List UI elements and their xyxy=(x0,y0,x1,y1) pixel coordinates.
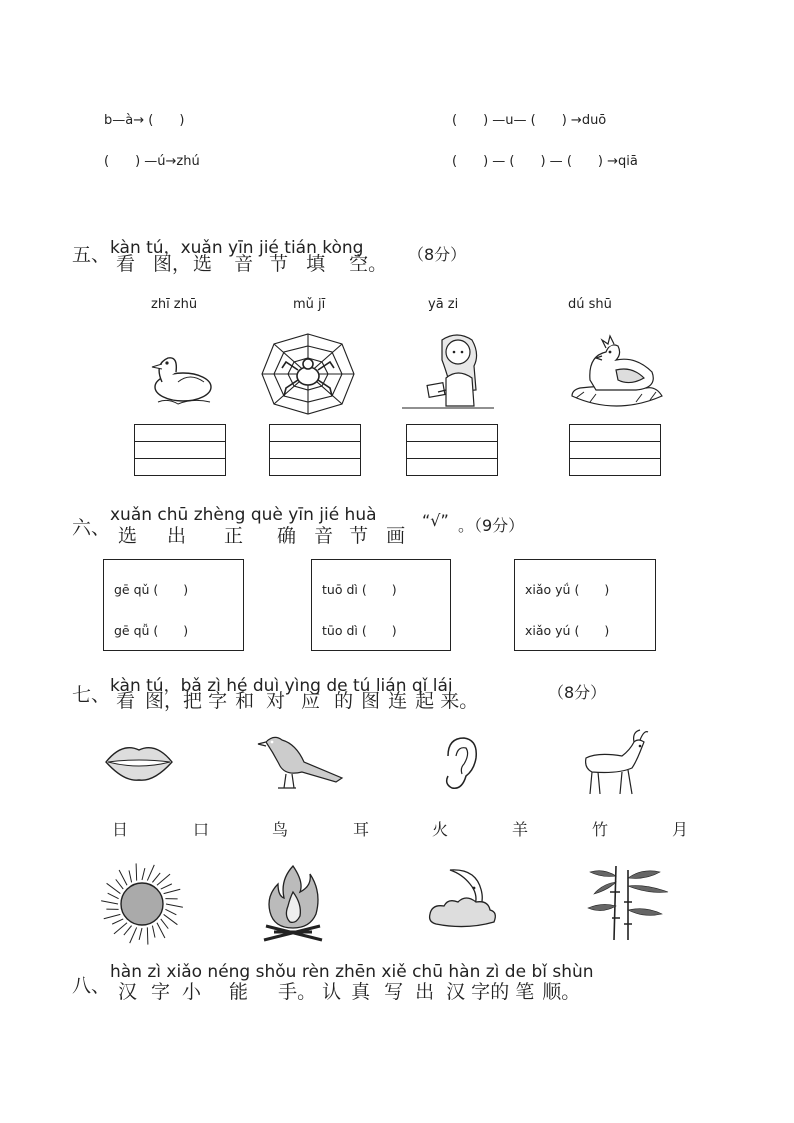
section6-char: 画 xyxy=(386,525,406,547)
section8-number: 八、 xyxy=(72,975,111,997)
writing-grid[interactable] xyxy=(406,424,498,476)
girl-reading-icon xyxy=(402,330,494,412)
spider-web-icon xyxy=(260,332,356,416)
section5-char: ， xyxy=(172,253,192,275)
sun-ray xyxy=(147,927,148,944)
section8-char: 能 xyxy=(229,981,249,1003)
sun-ray xyxy=(124,926,132,935)
spelling-row2-left: ( ) —ú→zhú xyxy=(104,154,200,169)
section7-char: 来 xyxy=(440,690,460,712)
sun-ray xyxy=(157,923,165,938)
section8-pinyin: hàn zì xiǎo néng shǒu rèn zhēn xiě chū hàn zì de bǐ shùn xyxy=(110,962,594,982)
sun-ray xyxy=(104,914,121,918)
choice-box xyxy=(103,559,244,651)
section6-score: 。（9分） xyxy=(458,516,525,535)
section7-char: 的 xyxy=(334,690,354,712)
section6-number: 六、 xyxy=(72,517,111,539)
section5-pinyin: kàn tú，xuǎn yīn jié tián kòng xyxy=(110,238,364,258)
label-dushu: dú shū xyxy=(568,297,612,312)
bamboo-icon xyxy=(584,862,676,940)
section5-char: 看 xyxy=(116,253,136,275)
section5-char: 节 xyxy=(269,253,289,275)
spelling-row2-right: ( ) — ( ) — ( ) →qiā xyxy=(452,154,638,169)
sun-ray xyxy=(130,927,137,943)
duck-icon xyxy=(148,342,218,412)
section5-score: （8分） xyxy=(408,245,467,264)
choice-option[interactable]: tuō dì ( ) xyxy=(322,582,397,597)
section8-char: 真 xyxy=(351,981,371,1003)
sun-ray xyxy=(152,873,160,882)
section7-pinyin: kàn tú，bǎ zì hé duì yìng de tú lián qǐ lái xyxy=(110,676,453,696)
label-yazi: yā zi xyxy=(428,297,459,312)
hen-icon xyxy=(566,326,666,414)
section5-title xyxy=(116,249,387,276)
choice-option[interactable]: tūo dì ( ) xyxy=(322,623,397,638)
section5-char: 图 xyxy=(153,253,173,275)
section5-char: 音 xyxy=(234,253,254,275)
character-kou[interactable]: 口 xyxy=(193,820,210,839)
section6-char: 出 xyxy=(167,525,187,547)
section5-char: 填 xyxy=(306,253,326,275)
section8-char: 汉 xyxy=(118,981,138,1003)
sun-ray xyxy=(108,893,119,898)
sun-ray xyxy=(164,914,178,924)
section7-char: 应 xyxy=(301,690,321,712)
section8-char: 写 xyxy=(384,981,404,1003)
mouth-icon xyxy=(104,740,174,784)
character-yue[interactable]: 月 xyxy=(672,820,689,839)
sun-ray xyxy=(101,901,118,904)
sun-ray xyxy=(116,879,123,889)
sun-ray xyxy=(139,928,142,940)
section8-char: 认 xyxy=(322,981,342,1003)
section7-char: 看 xyxy=(116,690,136,712)
section7-char: 图 xyxy=(361,690,381,712)
moon-icon xyxy=(426,864,502,934)
character-zhu[interactable]: 竹 xyxy=(592,820,609,839)
section6-title xyxy=(118,521,405,548)
spelling-row1-right: ( ) —u— ( ) →duō xyxy=(452,113,607,128)
sun-ray xyxy=(152,926,155,938)
sun-ray xyxy=(107,883,121,893)
section6-check-mark: “√” xyxy=(422,511,449,530)
sun-ray xyxy=(161,919,168,929)
section7-char: 字 xyxy=(208,690,228,712)
section7-char: 连 xyxy=(388,690,408,712)
sun-ray xyxy=(114,923,127,934)
sun-ray xyxy=(119,870,127,885)
section6-char: 正 xyxy=(224,525,244,547)
section6-char: 选 xyxy=(118,525,138,547)
ear-icon xyxy=(440,736,480,792)
writing-grid[interactable] xyxy=(569,424,661,476)
choice-option[interactable]: xiǎo yú ( ) xyxy=(525,623,610,638)
section7-char: 图 xyxy=(145,690,165,712)
section8-char: 手 xyxy=(278,981,298,1003)
section6-char: 确 xyxy=(277,525,297,547)
section8-char: 。 xyxy=(561,981,581,1003)
section6-pinyin: xuǎn chū zhèng què yīn jié huà xyxy=(110,505,377,525)
section7-number: 七、 xyxy=(72,684,111,706)
section5-char: 选 xyxy=(193,253,213,275)
sun-ray xyxy=(129,870,132,882)
section8-char: 字 xyxy=(471,981,491,1003)
section7-char: 对 xyxy=(266,690,286,712)
sun-ray xyxy=(136,863,137,880)
character-huo[interactable]: 火 xyxy=(432,820,449,839)
character-yang[interactable]: 羊 xyxy=(512,820,529,839)
section7-title xyxy=(116,686,478,713)
section8-char: 出 xyxy=(415,981,435,1003)
character-er[interactable]: 耳 xyxy=(353,820,370,839)
section5-char: 。 xyxy=(368,253,388,275)
choice-option[interactable]: gē qǚ ( ) xyxy=(114,623,189,638)
sun-ray xyxy=(112,919,123,924)
section8-char: 笔 xyxy=(515,981,535,1003)
sun-ray xyxy=(161,884,172,889)
bird-icon xyxy=(256,730,346,794)
choice-box xyxy=(311,559,451,651)
sun-ray xyxy=(164,889,181,893)
spelling-row1-left: b—à→ ( ) xyxy=(104,113,185,128)
goat-icon xyxy=(578,728,650,800)
label-muji: mǔ jī xyxy=(293,297,326,312)
sun-ray xyxy=(147,865,154,881)
writing-grid[interactable] xyxy=(269,424,361,476)
choice-option[interactable]: xiǎo yǘ ( ) xyxy=(525,582,610,597)
section5-char: 空 xyxy=(349,253,369,275)
section8-char: 。 xyxy=(297,981,317,1003)
section7-char: 。 xyxy=(459,690,479,712)
section7-char: ， xyxy=(164,690,184,712)
sun-ray xyxy=(157,874,170,885)
section7-char: 起 xyxy=(415,690,435,712)
section8-char: 小 xyxy=(182,981,202,1003)
section8-char: 的 xyxy=(490,981,510,1003)
sun-ray xyxy=(166,904,183,907)
label-zhizhu: zhī zhū xyxy=(151,297,198,312)
sun-icon xyxy=(100,862,184,946)
writing-grid[interactable] xyxy=(134,424,226,476)
section7-char: 和 xyxy=(235,690,255,712)
section8-char: 汉 xyxy=(446,981,466,1003)
section8-title xyxy=(118,977,580,1004)
character-ri[interactable]: 日 xyxy=(112,820,129,839)
fire-icon xyxy=(260,862,326,942)
section8-char: 字 xyxy=(151,981,171,1003)
section8-char: 顺 xyxy=(542,981,562,1003)
section5-number: 五、 xyxy=(72,244,111,266)
section6-char: 节 xyxy=(349,525,369,547)
section7-score: （8分） xyxy=(548,683,607,702)
choice-box xyxy=(514,559,656,651)
character-niao[interactable]: 鸟 xyxy=(272,820,289,839)
section7-char: 把 xyxy=(183,690,203,712)
choice-option[interactable]: gē qǔ ( ) xyxy=(114,582,189,597)
sun-ray xyxy=(142,868,145,880)
section6-char: 音 xyxy=(314,525,334,547)
sun-ray xyxy=(165,909,176,914)
